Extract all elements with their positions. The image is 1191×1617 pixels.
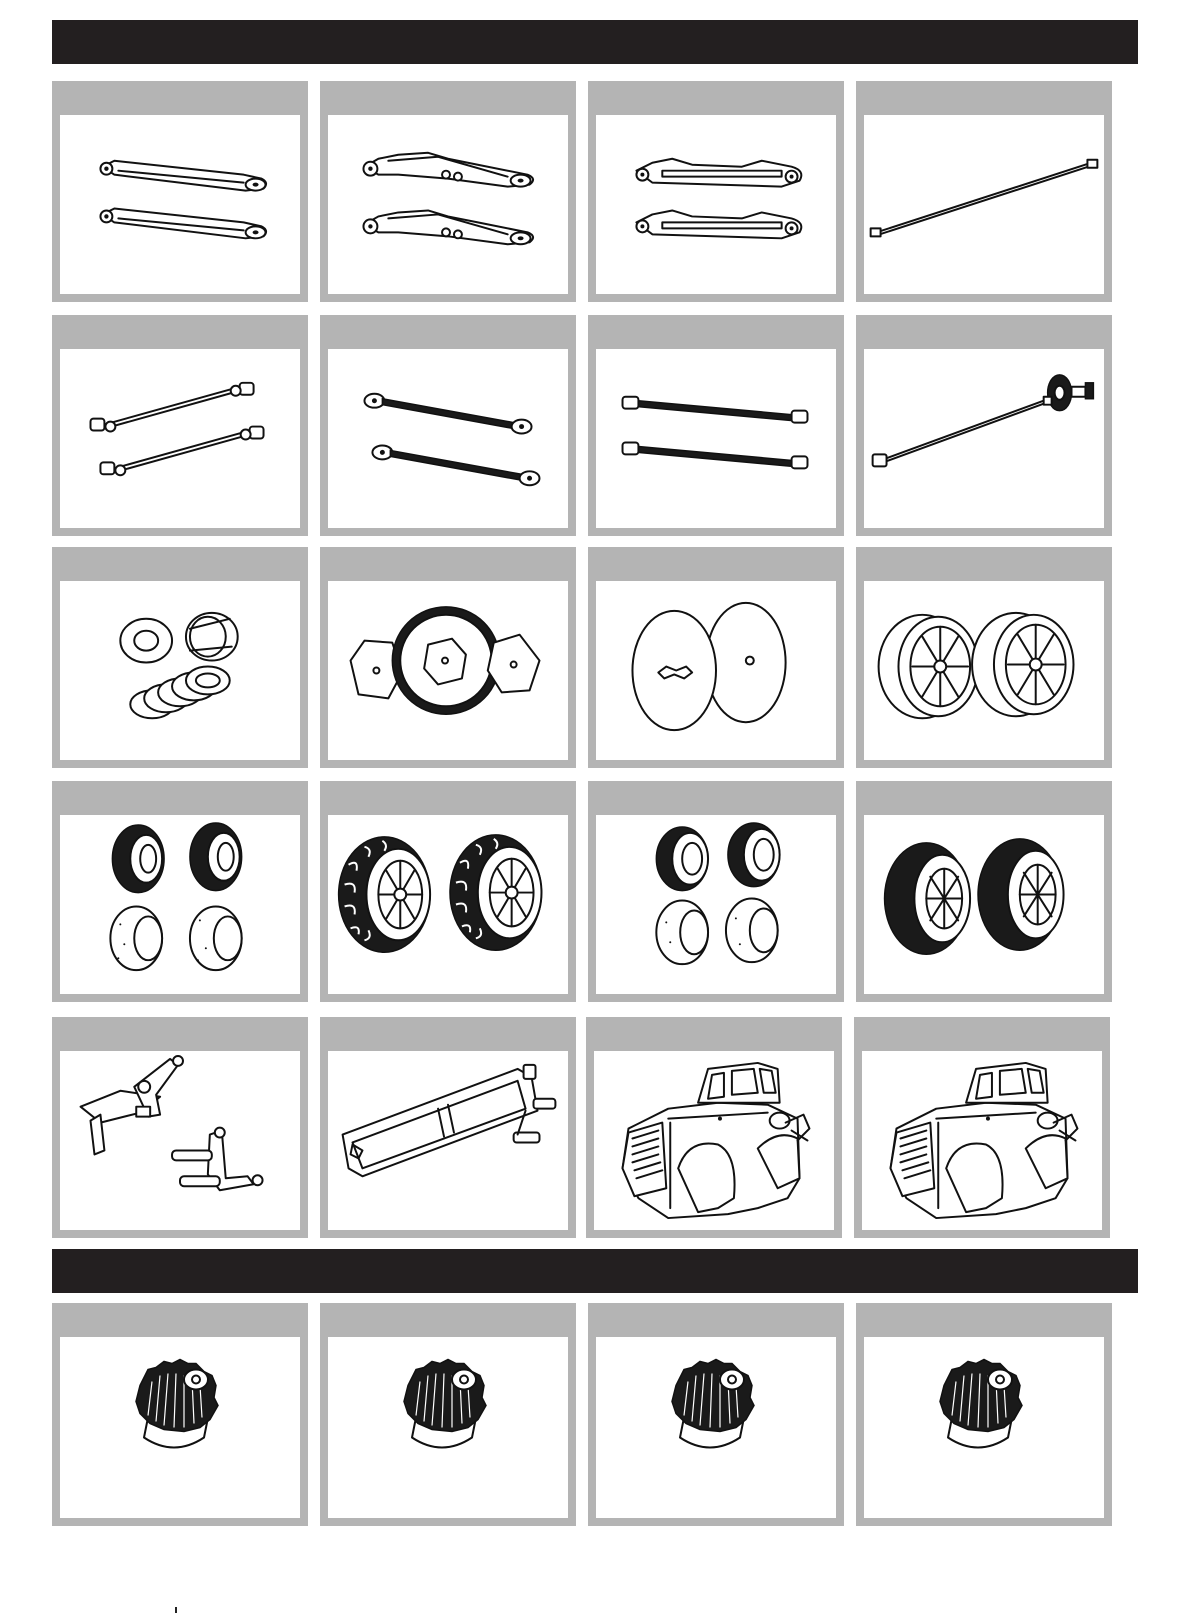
truck-body-shell-icon	[594, 1051, 834, 1230]
truck-body-shell-icon	[862, 1051, 1102, 1230]
part-card-slick-tire-insert[interactable]	[588, 781, 844, 1002]
slick-tire-and-insert-icon	[596, 815, 836, 994]
part-label	[320, 781, 576, 815]
part-card-spur-gear[interactable]	[320, 547, 576, 768]
brake-disc-icon	[596, 581, 836, 760]
part-label	[320, 81, 576, 115]
part-label	[52, 1017, 308, 1051]
option-card-pinion[interactable]	[52, 1303, 308, 1526]
part-card-center-shaft-gear[interactable]	[856, 315, 1112, 536]
pinion-gear-icon	[596, 1337, 836, 1518]
part-card-servo-mount[interactable]	[52, 1017, 308, 1238]
part-card-front-lower-arm[interactable]	[320, 81, 576, 302]
dogbone-drive-shaft-icon	[60, 349, 300, 528]
part-label	[52, 315, 308, 349]
servo-mount-icon	[60, 1051, 300, 1230]
part-card-upper-arm[interactable]	[52, 81, 308, 302]
part-label	[320, 547, 576, 581]
part-card-wheel-rim[interactable]	[856, 547, 1112, 768]
option-label	[320, 1303, 576, 1337]
spur-gear-set-icon	[328, 581, 568, 760]
part-label	[856, 781, 1112, 815]
rear-lower-suspension-arm-icon	[596, 115, 836, 294]
part-card-body-shell-2[interactable]	[854, 1017, 1110, 1238]
section-banner-parts	[52, 20, 1138, 64]
option-card-pinion[interactable]	[856, 1303, 1112, 1526]
turnbuckle-link-icon	[596, 349, 836, 528]
part-card-shock-spring[interactable]	[52, 547, 308, 768]
option-label	[856, 1303, 1112, 1337]
tire-and-insert-icon	[60, 815, 300, 994]
part-label	[856, 315, 1112, 349]
part-label	[854, 1017, 1110, 1051]
part-label	[320, 1017, 576, 1051]
option-card-pinion[interactable]	[320, 1303, 576, 1526]
part-label	[52, 781, 308, 815]
part-label	[588, 781, 844, 815]
part-card-brake-disc[interactable]	[588, 547, 844, 768]
wheel-rim-icon	[864, 581, 1104, 760]
page-edge-mark	[175, 1607, 177, 1613]
section-banner-options	[52, 1249, 1138, 1293]
pinion-gear-icon	[864, 1337, 1104, 1518]
pinion-gear-icon	[328, 1337, 568, 1518]
chassis-brace-icon	[328, 1051, 568, 1230]
steering-link-icon	[328, 349, 568, 528]
buggy-wheel-icon	[864, 815, 1104, 994]
part-card-dogbone[interactable]	[52, 315, 308, 536]
center-shaft-spur-gear-icon	[864, 349, 1104, 528]
part-card-tire-insert[interactable]	[52, 781, 308, 1002]
part-card-turnbuckle[interactable]	[588, 315, 844, 536]
part-card-body-shell-1[interactable]	[586, 1017, 842, 1238]
part-label	[856, 547, 1112, 581]
part-card-steering-link[interactable]	[320, 315, 576, 536]
part-card-chassis-brace[interactable]	[320, 1017, 576, 1238]
pinion-gear-icon	[60, 1337, 300, 1518]
center-drive-shaft-icon	[864, 115, 1104, 294]
part-label	[586, 1017, 842, 1051]
part-card-rear-lower-arm[interactable]	[588, 81, 844, 302]
option-label	[52, 1303, 308, 1337]
part-label	[52, 81, 308, 115]
option-card-pinion[interactable]	[588, 1303, 844, 1526]
part-card-monster-wheel[interactable]	[320, 781, 576, 1002]
part-label	[588, 81, 844, 115]
part-label	[588, 315, 844, 349]
option-label	[588, 1303, 844, 1337]
monster-wheel-icon	[328, 815, 568, 994]
part-label	[320, 315, 576, 349]
upper-suspension-arm-icon	[60, 115, 300, 294]
part-label	[856, 81, 1112, 115]
part-card-center-shaft[interactable]	[856, 81, 1112, 302]
part-label	[52, 547, 308, 581]
shock-spring-set-icon	[60, 581, 300, 760]
part-label	[588, 547, 844, 581]
front-lower-suspension-arm-icon	[328, 115, 568, 294]
part-card-buggy-wheel[interactable]	[856, 781, 1112, 1002]
